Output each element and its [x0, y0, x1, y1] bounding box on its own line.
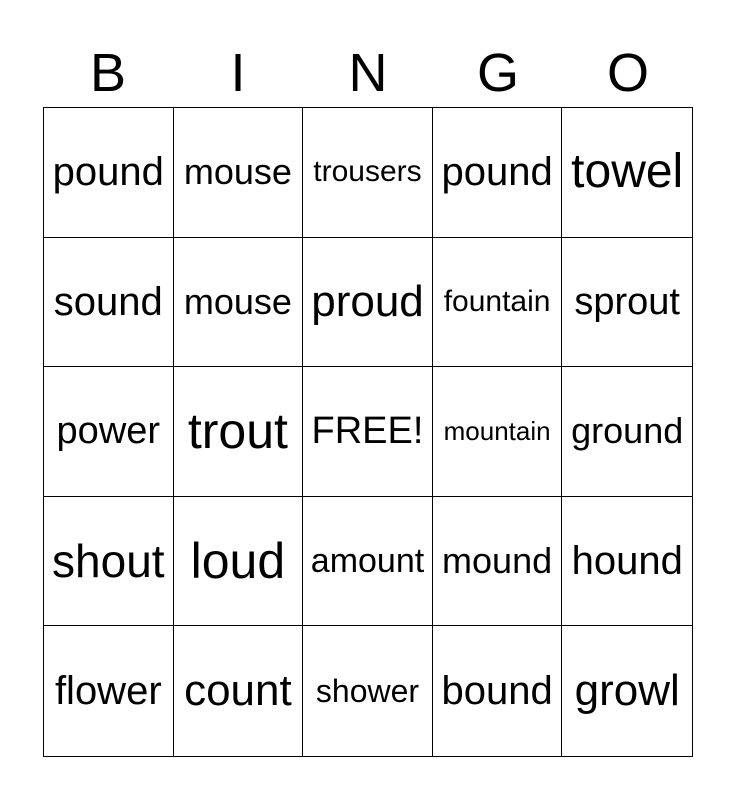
- bingo-board: [43, 107, 693, 757]
- bingo-cell: proud: [303, 238, 433, 368]
- bingo-cell: trousers: [303, 108, 433, 238]
- header-letter-n: N: [348, 43, 388, 103]
- bingo-cell: fountain: [433, 238, 563, 368]
- bingo-cell: amount: [303, 497, 433, 627]
- bingo-cell: towel: [562, 108, 692, 238]
- bingo-cell: flower: [44, 626, 174, 756]
- bingo-cell: mound: [433, 497, 563, 627]
- free-space-cell: FREE!: [303, 367, 433, 497]
- bingo-cell: pound: [44, 108, 174, 238]
- bingo-cell: sprout: [562, 238, 692, 368]
- bingo-cell: shower: [303, 626, 433, 756]
- bingo-cell: count: [174, 626, 304, 756]
- header-letter-b: B: [89, 43, 127, 103]
- bingo-cell: shout: [44, 497, 174, 627]
- header-letter-o: O: [606, 43, 649, 103]
- bingo-header: [43, 40, 693, 106]
- bingo-cell: trout: [174, 367, 304, 497]
- bingo-cell: mouse: [174, 108, 304, 238]
- header-letter-g: G: [476, 43, 519, 103]
- bingo-cell: loud: [174, 497, 304, 627]
- bingo-cell: mouse: [174, 238, 304, 368]
- bingo-cell: ground: [562, 367, 692, 497]
- header-letter-i: I: [230, 43, 246, 103]
- bingo-cell: power: [44, 367, 174, 497]
- bingo-cell: mountain: [433, 367, 563, 497]
- bingo-cell: growl: [574, 666, 680, 716]
- bingo-cell: pound: [433, 108, 563, 238]
- bingo-cell: bound: [433, 626, 563, 756]
- bingo-cell: hound: [562, 497, 692, 627]
- bingo-cell: sound: [44, 238, 174, 368]
